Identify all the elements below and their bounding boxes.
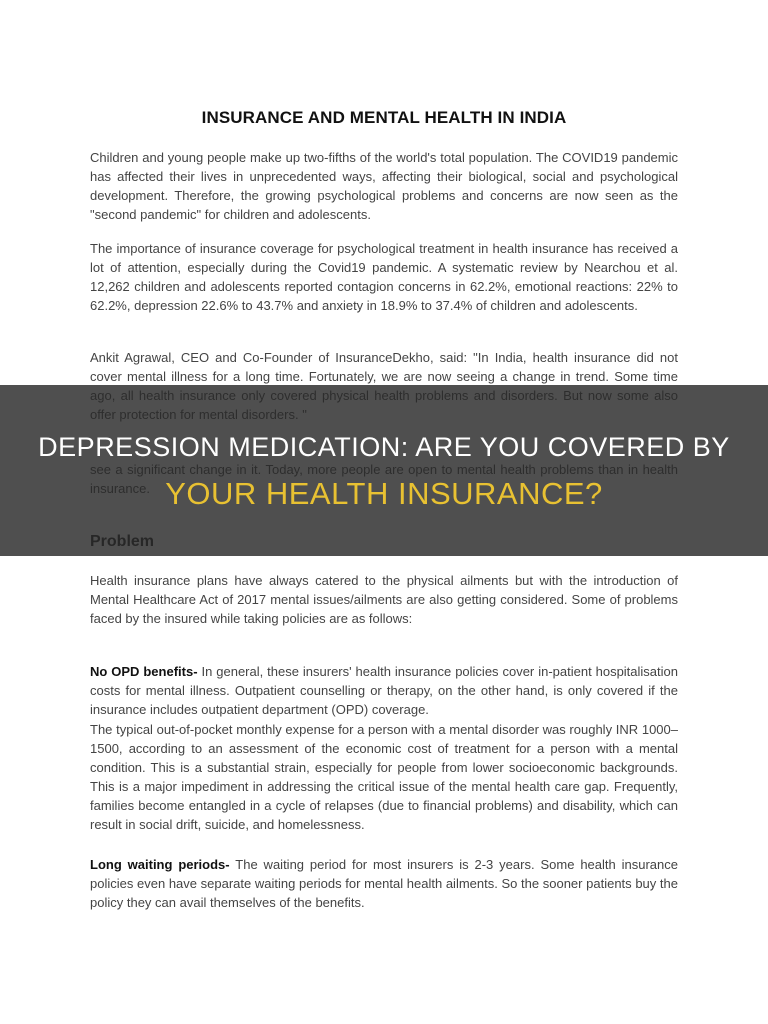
title-overlay-band bbox=[0, 385, 768, 556]
document-title: INSURANCE AND MENTAL HEALTH IN INDIA bbox=[201, 108, 567, 127]
overlay-headline-line1: DEPRESSION MEDICATION: ARE YOU COVERED BY bbox=[38, 432, 730, 462]
paragraph-intro: Children and young people make up two-fifths of the world's total population. The COVID19 pandemic has affected their lives in unprecedented ways, affecting their biological, social and psychological development. Therefore, the growing psychological problems and concerns are now seen as the "second pandemic" for children and adolescents. bbox=[90, 150, 678, 222]
paragraph-opd bbox=[90, 662, 678, 719]
paragraph-waiting bbox=[90, 855, 678, 912]
paragraph-expense: The typical out-of-pocket monthly expense for a person with a mental disorder was roughly INR 1000–1500, according to an assessment of the economic cost of treatment for a person with a mental condition. This is a substantial strain, especially for people from lower socioeconomic backgrounds. This is a major impediment in addressing the critical issue of the mental health care gap. Frequently, families become entangled in a cycle of relapses (due to financial problems) and disability, which can result in social drift, suicide, and homelessness. bbox=[90, 722, 678, 832]
paragraph-problem: Health insurance plans have always catered to the physical ailments but with the introduction of Mental Healthcare Act of 2017 mental issues/ailments are also getting considered. Some of problems faced by the insured while taking policies are as follows: bbox=[90, 573, 678, 626]
waiting-label: Long waiting periods- bbox=[90, 857, 230, 872]
opd-label: No OPD benefits- bbox=[90, 664, 198, 679]
waiting-text: The waiting period for most insurers is 2-3 years. Some health insurance policies even have separate waiting periods for mental health ailments. So the sooner patients buy the policy they can avail themselves of the benefits. bbox=[90, 857, 678, 910]
paragraph-quote: Ankit Agrawal, CEO and Co-Founder of InsuranceDekho, said: "In India, health insurance did not cover mental illness for a long time. Fortunately, we are now seeing a change in trend. Some time bbox=[90, 350, 678, 384]
paragraph-coverage: The importance of insurance coverage for psychological treatment in health insurance has received a lot of attention, especially during the Covid19 pandemic. A systematic review by Nearchou et al. 12,262 children and adolescents reported contagion concerns in 62.2%, emotional reactions: 22% to 62.2%, depression 22.6% to 43.7% and anxiety in 18.9% to 37.4% of children and adolescents. bbox=[90, 241, 678, 313]
opd-text: In general, these insurers' health insurance policies cover in-patient hospitalisation costs for mental illness. Outpatient counselling or therapy, on the other hand, is only covered if the insurance includes outpatient department (OPD) coverage. bbox=[90, 664, 678, 717]
overlay-headline-line2: YOUR HEALTH INSURANCE? bbox=[165, 476, 603, 511]
